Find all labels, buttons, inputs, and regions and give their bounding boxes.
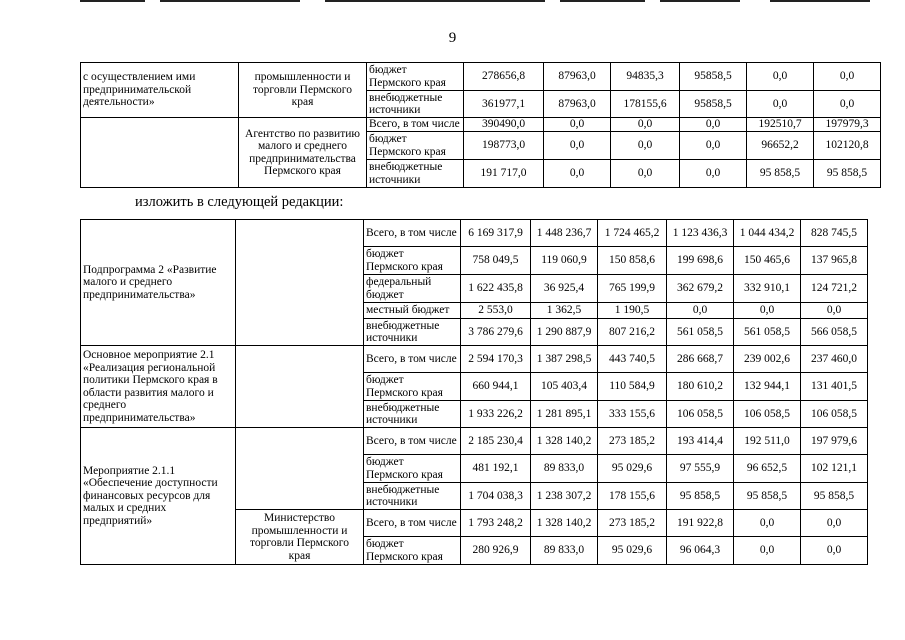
value-cell: 110 584,9 (598, 373, 667, 401)
value-cell: 443 740,5 (598, 346, 667, 373)
value-cell: 0,0 (734, 537, 801, 565)
value-cell: 660 944,1 (461, 373, 531, 401)
page-top-edge-rule (560, 0, 645, 2)
program-cell: Мероприятие 2.1.1 «Обеспечение доступности финансовых ресурсов для малых и средних предприятий» (81, 428, 236, 565)
value-cell: 1 933 226,2 (461, 401, 531, 428)
value-cell: 132 944,1 (734, 373, 801, 401)
value-cell: 0,0 (814, 91, 881, 118)
program-cell: Подпрограмма 2 «Развитие малого и среднего предпринимательства» (81, 220, 236, 346)
funding-source-cell: бюджет Пермского края (364, 455, 461, 483)
funding-source-cell: Всего, в том числе (364, 220, 461, 247)
value-cell: 87963,0 (544, 91, 611, 118)
value-cell: 95 858,5 (734, 483, 801, 510)
value-cell: 362 679,2 (667, 275, 734, 303)
value-cell: 0,0 (814, 63, 881, 91)
value-cell: 124 721,2 (801, 275, 868, 303)
value-cell: 96 064,3 (667, 537, 734, 565)
value-cell: 180 610,2 (667, 373, 734, 401)
responsible-executor-cell (236, 346, 364, 428)
funding-source-cell: внебюджетные источники (364, 319, 461, 346)
value-cell: 239 002,6 (734, 346, 801, 373)
value-cell: 2 553,0 (461, 303, 531, 319)
value-cell: 0,0 (801, 510, 868, 537)
value-cell: 95858,5 (680, 63, 747, 91)
value-cell: 178155,6 (611, 91, 680, 118)
value-cell: 95 858,5 (814, 160, 881, 188)
value-cell: 1 328 140,2 (531, 510, 598, 537)
value-cell: 286 668,7 (667, 346, 734, 373)
value-cell: 131 401,5 (801, 373, 868, 401)
responsible-executor-cell: Министерство промышленности и торговли Пермского края (236, 510, 364, 565)
page-number: 9 (448, 30, 457, 46)
value-cell: 95858,5 (680, 91, 747, 118)
value-cell: 102 121,1 (801, 455, 868, 483)
value-cell: 106 058,5 (801, 401, 868, 428)
value-cell: 95 858,5 (747, 160, 814, 188)
value-cell: 1 362,5 (531, 303, 598, 319)
value-cell: 0,0 (680, 160, 747, 188)
responsible-executor-cell: Агентство по развитию малого и среднего предпринимательства Пермского края (239, 118, 367, 188)
responsible-executor-cell (236, 428, 364, 510)
value-cell: 481 192,1 (461, 455, 531, 483)
funding-source-cell: местный бюджет (364, 303, 461, 319)
value-cell: 96652,2 (747, 132, 814, 160)
funding-source-cell: бюджет Пермского края (364, 373, 461, 401)
value-cell: 1 387 298,5 (531, 346, 598, 373)
value-cell: 0,0 (544, 160, 611, 188)
value-cell: 0,0 (611, 132, 680, 160)
value-cell: 1 123 436,3 (667, 220, 734, 247)
value-cell: 36 925,4 (531, 275, 598, 303)
table-row (81, 220, 868, 247)
value-cell: 237 460,0 (801, 346, 868, 373)
program-cell (81, 118, 239, 188)
value-cell: 0,0 (734, 303, 801, 319)
value-cell: 273 185,2 (598, 428, 667, 455)
value-cell: 95 858,5 (801, 483, 868, 510)
value-cell: 191 922,8 (667, 510, 734, 537)
value-cell: 97 555,9 (667, 455, 734, 483)
value-cell: 390490,0 (464, 118, 544, 132)
value-cell: 192 511,0 (734, 428, 801, 455)
table-row (81, 346, 868, 373)
value-cell: 0,0 (680, 132, 747, 160)
value-cell: 95 858,5 (667, 483, 734, 510)
value-cell: 807 216,2 (598, 319, 667, 346)
value-cell: 106 058,5 (667, 401, 734, 428)
value-cell: 1 328 140,2 (531, 428, 598, 455)
value-cell: 191 717,0 (464, 160, 544, 188)
funding-source-cell: внебюджетные источники (364, 483, 461, 510)
funding-source-cell: Всего, в том числе (364, 346, 461, 373)
value-cell: 561 058,5 (667, 319, 734, 346)
value-cell: 0,0 (747, 91, 814, 118)
page-top-edge-rule (660, 0, 740, 2)
budget-table-old-text (80, 62, 881, 188)
value-cell: 197 979,6 (801, 428, 868, 455)
value-cell: 1 793 248,2 (461, 510, 531, 537)
amendment-intro-text: изложить в следующей редакции: (135, 194, 344, 210)
funding-source-cell: внебюджетные источники (364, 401, 461, 428)
value-cell: 361977,1 (464, 91, 544, 118)
value-cell: 89 833,0 (531, 537, 598, 565)
value-cell: 102120,8 (814, 132, 881, 160)
funding-source-cell: Всего, в том числе (364, 510, 461, 537)
value-cell: 199 698,6 (667, 247, 734, 275)
page-top-edge-rule (160, 0, 300, 2)
value-cell: 198773,0 (464, 132, 544, 160)
value-cell: 273 185,2 (598, 510, 667, 537)
value-cell: 197979,3 (814, 118, 881, 132)
value-cell: 150 858,6 (598, 247, 667, 275)
value-cell: 0,0 (611, 118, 680, 132)
value-cell: 828 745,5 (801, 220, 868, 247)
value-cell: 0,0 (544, 132, 611, 160)
funding-source-cell: Всего, в том числе (364, 428, 461, 455)
page-top-edge-rule (80, 0, 145, 2)
table-row (81, 118, 881, 132)
value-cell: 1 290 887,9 (531, 319, 598, 346)
value-cell: 193 414,4 (667, 428, 734, 455)
budget-table-new-text (80, 219, 868, 565)
value-cell: 0,0 (747, 63, 814, 91)
value-cell: 106 058,5 (734, 401, 801, 428)
value-cell: 2 185 230,4 (461, 428, 531, 455)
funding-source-cell: Всего, в том числе (367, 118, 464, 132)
funding-source-cell: внебюджетные источники (367, 160, 464, 188)
value-cell: 150 465,6 (734, 247, 801, 275)
table-row (81, 63, 881, 91)
value-cell: 1 448 236,7 (531, 220, 598, 247)
value-cell: 332 910,1 (734, 275, 801, 303)
value-cell: 758 049,5 (461, 247, 531, 275)
program-cell: Основное мероприятие 2.1 «Реализация региональной политики Пермского края в области развития малого и среднего предпринимательства» (81, 346, 236, 428)
value-cell: 0,0 (801, 303, 868, 319)
funding-source-cell: бюджет Пермского края (364, 247, 461, 275)
funding-source-cell: бюджет Пермского края (367, 132, 464, 160)
value-cell: 1 238 307,2 (531, 483, 598, 510)
value-cell: 119 060,9 (531, 247, 598, 275)
page-top-edge-rule (325, 0, 545, 2)
value-cell: 2 594 170,3 (461, 346, 531, 373)
value-cell: 3 786 279,6 (461, 319, 531, 346)
value-cell: 89 833,0 (531, 455, 598, 483)
program-cell: с осуществлением ими предпринимательской деятельности» (81, 63, 239, 118)
funding-source-cell: бюджет Пермского края (367, 63, 464, 91)
page-top-edge-rule (770, 0, 870, 2)
table-row (81, 428, 868, 455)
value-cell: 178 155,6 (598, 483, 667, 510)
funding-source-cell: внебюджетные источники (367, 91, 464, 118)
value-cell: 0,0 (667, 303, 734, 319)
value-cell: 278656,8 (464, 63, 544, 91)
value-cell: 192510,7 (747, 118, 814, 132)
value-cell: 1 044 434,2 (734, 220, 801, 247)
value-cell: 137 965,8 (801, 247, 868, 275)
value-cell: 1 704 038,3 (461, 483, 531, 510)
responsible-executor-cell: промышленности и торговли Пермского края (239, 63, 367, 118)
value-cell: 561 058,5 (734, 319, 801, 346)
value-cell: 95 029,6 (598, 455, 667, 483)
value-cell: 1 190,5 (598, 303, 667, 319)
value-cell: 0,0 (544, 118, 611, 132)
value-cell: 95 029,6 (598, 537, 667, 565)
value-cell: 1 622 435,8 (461, 275, 531, 303)
value-cell: 0,0 (611, 160, 680, 188)
value-cell: 87963,0 (544, 63, 611, 91)
value-cell: 6 169 317,9 (461, 220, 531, 247)
value-cell: 280 926,9 (461, 537, 531, 565)
value-cell: 0,0 (801, 537, 868, 565)
value-cell: 765 199,9 (598, 275, 667, 303)
value-cell: 0,0 (734, 510, 801, 537)
value-cell: 1 724 465,2 (598, 220, 667, 247)
responsible-executor-cell (236, 220, 364, 346)
value-cell: 94835,3 (611, 63, 680, 91)
value-cell: 1 281 895,1 (531, 401, 598, 428)
value-cell: 333 155,6 (598, 401, 667, 428)
value-cell: 566 058,5 (801, 319, 868, 346)
funding-source-cell: федеральный бюджет (364, 275, 461, 303)
value-cell: 105 403,4 (531, 373, 598, 401)
value-cell: 96 652,5 (734, 455, 801, 483)
funding-source-cell: бюджет Пермского края (364, 537, 461, 565)
value-cell: 0,0 (680, 118, 747, 132)
